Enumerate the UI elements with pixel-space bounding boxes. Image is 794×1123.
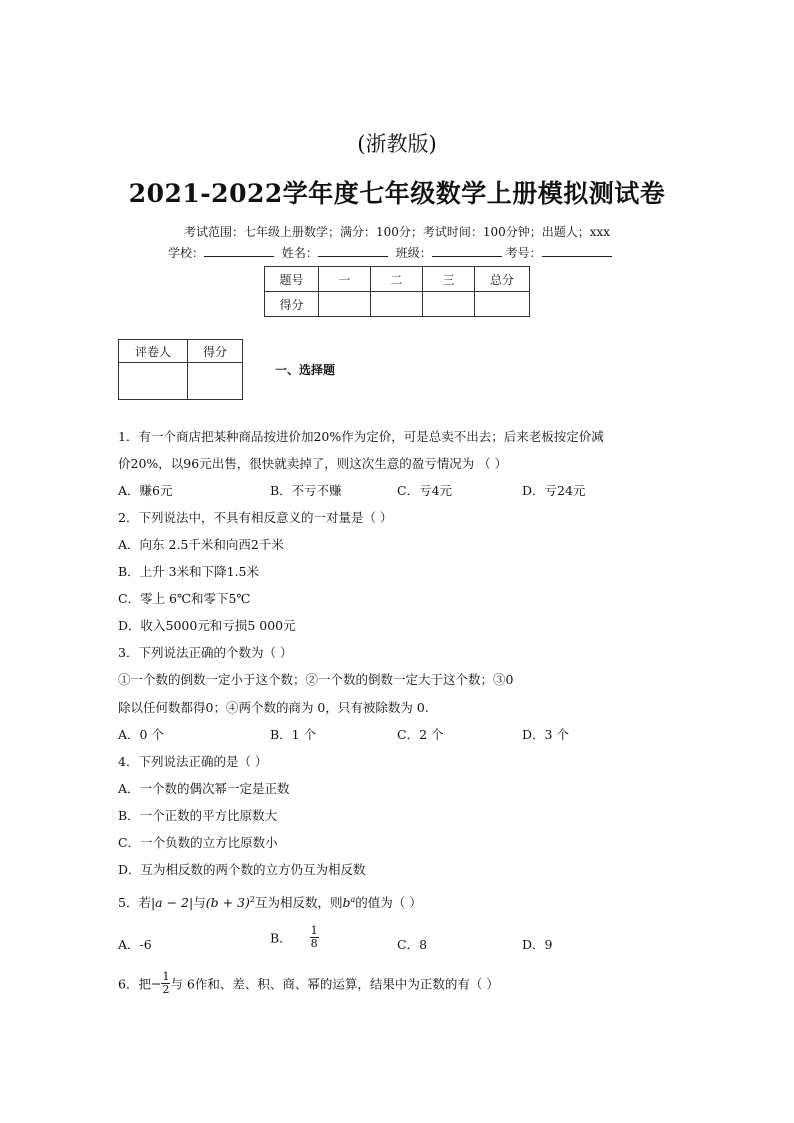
q1-option-c: C．亏4元 bbox=[397, 483, 453, 498]
q1-option-a: A．赚6元 bbox=[118, 483, 173, 498]
student-fields bbox=[168, 244, 612, 261]
grader-cell[interactable] bbox=[188, 363, 243, 400]
field-exam-number-blank[interactable] bbox=[542, 244, 612, 257]
q5-option-b-denominator: 8 bbox=[310, 937, 318, 950]
score-cell[interactable] bbox=[423, 292, 475, 317]
field-school-blank[interactable] bbox=[204, 244, 274, 257]
field-name-label: 姓名： bbox=[281, 246, 318, 260]
score-cell[interactable] bbox=[475, 292, 530, 317]
grader-table-blank-row bbox=[119, 363, 243, 400]
q3-option-c: C．2 个 bbox=[397, 727, 444, 742]
q1-line1: 1．有一个商店把某种商品按进价加20%作为定价，可是总卖不出去；后来老板按定价减 bbox=[118, 429, 604, 444]
field-exam-number-label: 考号： bbox=[505, 246, 542, 260]
field-name-blank[interactable] bbox=[318, 244, 388, 257]
q1-option-b: B．不亏不赚 bbox=[270, 483, 342, 498]
score-header-cell: 二 bbox=[371, 267, 423, 292]
q1-option-d: D．亏24元 bbox=[522, 483, 586, 498]
q2-option-a: A．向东 2.5千米和向西2千米 bbox=[118, 537, 284, 552]
q3-stem: 3．下列说法正确的个数为（ ） bbox=[118, 645, 293, 660]
q5-base: b bbox=[342, 895, 351, 910]
q5-prefix: 5．若 bbox=[118, 895, 151, 910]
q6-stem bbox=[118, 971, 499, 996]
q3-option-d: D．3 个 bbox=[522, 727, 569, 742]
grader-header-cell: 得分 bbox=[188, 340, 243, 363]
score-header-cell: 总分 bbox=[475, 267, 530, 292]
q5-option-b-numerator: 1 bbox=[310, 924, 318, 937]
grader-header-cell: 评卷人 bbox=[119, 340, 188, 363]
score-table-score-row bbox=[265, 292, 530, 317]
score-header-cell: 一 bbox=[319, 267, 371, 292]
grader-table bbox=[118, 339, 243, 400]
score-table-header-row bbox=[265, 267, 530, 292]
q6-denominator: 2 bbox=[162, 983, 170, 996]
q5-exp: a bbox=[350, 894, 356, 904]
q2-stem: 2．下列说法中，不具有相反意义的一对量是（ ） bbox=[118, 510, 393, 525]
q2-option-d: D．收入5000元和亏损5 000元 bbox=[118, 618, 296, 633]
q3-line2: ①一个数的倒数一定小于这个数；②一个数的倒数一定大于这个数；③0 bbox=[118, 672, 514, 687]
field-school-label: 学校： bbox=[168, 246, 205, 260]
q5-option-b bbox=[270, 925, 319, 950]
q5-option-c: C．8 bbox=[397, 937, 428, 952]
q3-option-a: A．0 个 bbox=[118, 727, 164, 742]
score-header-cell: 三 bbox=[423, 267, 475, 292]
q5-paren-expr: (b + 3) bbox=[205, 895, 250, 910]
section-title: 一、选择题 bbox=[275, 363, 336, 377]
q3-line3: 除以任何数都得0；④两个数的商为 0，只有被除数为 0. bbox=[118, 700, 429, 715]
exam-title: 2021-2022学年度七年级数学上册模拟测试卷 bbox=[128, 179, 666, 208]
q6-minus: − bbox=[150, 976, 162, 991]
q5-suffix2: 的值为（ ） bbox=[355, 895, 422, 910]
grader-table-header-row bbox=[119, 340, 243, 363]
q4-option-a: A．一个数的偶次幂一定是正数 bbox=[118, 781, 290, 796]
q4-option-b: B．一个正数的平方比原数大 bbox=[118, 808, 278, 823]
q2-option-c: C．零上 6℃和零下5℃ bbox=[118, 591, 251, 606]
q5-option-b-label: B． bbox=[270, 930, 292, 946]
q2-option-b: B．上升 3米和下降1.5米 bbox=[118, 564, 259, 579]
q4-option-d: D．互为相反数的两个数的立方仍互为相反数 bbox=[118, 862, 366, 877]
q5-stem bbox=[118, 893, 422, 911]
q5-exp2: 2 bbox=[249, 894, 255, 904]
field-class-label: 班级： bbox=[395, 246, 432, 260]
q6-suffix: 与 6作和、差、积、商、幂的运算，结果中为正数的有（ ） bbox=[170, 976, 499, 992]
q6-prefix: 6．把 bbox=[118, 976, 151, 992]
q3-option-b: B．1 个 bbox=[270, 727, 317, 742]
q6-numerator: 1 bbox=[162, 970, 170, 983]
score-header-cell: 题号 bbox=[265, 267, 319, 292]
q5-suffix1: 互为相反数，则 bbox=[254, 895, 343, 910]
grader-cell[interactable] bbox=[119, 363, 188, 400]
q4-stem: 4．下列说法正确的是（ ） bbox=[118, 754, 268, 769]
exam-info: 考试范围：七年级上册数学；满分：100分；考试时间：100分钟；出题人；xxx bbox=[183, 225, 611, 239]
field-class-blank[interactable] bbox=[432, 244, 502, 257]
q5-option-a: A．-6 bbox=[118, 937, 152, 952]
score-cell[interactable] bbox=[319, 292, 371, 317]
score-row-label: 得分 bbox=[265, 292, 319, 317]
exam-subtitle: (浙教版) bbox=[357, 132, 437, 156]
q5-mid: 与 bbox=[193, 895, 206, 910]
score-table bbox=[264, 266, 530, 317]
q5-option-b-fraction bbox=[310, 925, 319, 950]
q5-abs-expr: |a − 2| bbox=[150, 895, 194, 910]
q5-option-d: D．9 bbox=[522, 937, 553, 952]
q4-option-c: C．一个负数的立方比原数小 bbox=[118, 835, 278, 850]
q1-line2: 价20%，以96元出售，很快就卖掉了，则这次生意的盈亏情况为 （ ） bbox=[118, 456, 508, 471]
score-cell[interactable] bbox=[371, 292, 423, 317]
